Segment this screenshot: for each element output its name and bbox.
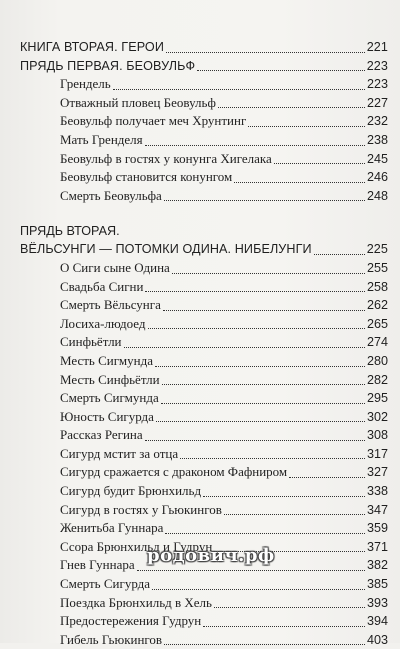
toc-entry-label: Юность Сигурда — [60, 408, 154, 424]
toc-entry — [20, 445, 388, 464]
toc-entry-book-title — [20, 38, 388, 57]
toc-entry — [20, 168, 388, 187]
toc-entry-page: 232 — [366, 114, 388, 129]
toc-entry-page: 382 — [366, 558, 388, 573]
toc-entry-page: 347 — [366, 502, 388, 517]
dot-leader — [113, 88, 365, 90]
dot-leader — [197, 69, 364, 71]
toc-entry — [20, 315, 388, 334]
toc-entry-page: 282 — [366, 372, 388, 387]
dot-leader — [164, 199, 365, 201]
toc-entry — [20, 594, 388, 613]
dot-leader — [145, 144, 365, 146]
toc-entry-page: 317 — [366, 446, 388, 461]
toc-entry-label: Ссора Брюнхильд и Гудрун — [60, 538, 213, 554]
dot-leader — [289, 476, 365, 478]
toc-entry-label: Женитьба Гуннара — [60, 520, 164, 536]
toc-entry — [20, 75, 388, 94]
toc-entry-page: 302 — [366, 409, 388, 424]
dot-leader — [124, 346, 365, 348]
toc-part-title: ПРЯДЬ ВТОРАЯ. — [20, 224, 120, 239]
dot-leader — [224, 513, 365, 515]
toc-entry-page: 327 — [366, 465, 388, 480]
toc-entry-page: 246 — [366, 170, 388, 185]
dot-leader — [145, 439, 365, 441]
toc-entry — [20, 463, 388, 482]
toc-entry — [20, 408, 388, 427]
toc-entry-page: 265 — [366, 316, 388, 331]
dot-leader — [172, 272, 365, 274]
dot-leader — [145, 290, 365, 292]
toc-entry-label: Синфьётли — [60, 334, 122, 350]
toc-entry-label: Беовульф получает меч Хрунтинг — [60, 113, 247, 129]
dot-leader — [148, 327, 365, 329]
toc-entry-page: 274 — [366, 335, 388, 350]
dot-leader — [163, 309, 365, 311]
dot-leader — [156, 420, 365, 422]
dot-leader — [165, 532, 365, 534]
toc-entry-page: 403 — [366, 632, 388, 647]
toc-entry-page: 359 — [366, 521, 388, 536]
toc-entry-page: 262 — [366, 298, 388, 313]
toc-entry-page: 248 — [366, 188, 388, 203]
toc-entry-label: Отважный пловец Беовульф — [60, 94, 216, 110]
toc-entry-label: Смерть Сигмунда — [60, 390, 159, 406]
dot-leader — [218, 106, 365, 108]
toc-entry — [20, 612, 388, 631]
toc-entry-part-title — [20, 57, 388, 76]
toc-entry-label: Гибель Гьюкингов — [60, 631, 163, 647]
dot-leader — [152, 588, 365, 590]
toc-entry-label: Месть Сигмунда — [60, 352, 153, 368]
toc-entry-label: Смерть Вёльсунга — [60, 297, 161, 313]
toc-entry — [20, 187, 388, 206]
toc-entry-label: КНИГА ВТОРАЯ. ГЕРОИ — [20, 40, 164, 54]
dot-leader — [166, 51, 365, 53]
toc-entry-label: Беовульф становится конунгом — [60, 169, 233, 185]
toc-entry-page: 338 — [366, 484, 388, 499]
dot-leader — [248, 125, 365, 127]
toc-entry — [20, 426, 388, 445]
dot-leader — [214, 606, 365, 608]
toc-entry — [20, 150, 388, 169]
toc-entry-label: Гнев Гуннара — [60, 557, 135, 573]
toc-entry-label: Поездка Брюнхильд в Хель — [60, 594, 212, 610]
toc-entry-page: 255 — [366, 260, 388, 275]
toc-entry-page: 394 — [366, 614, 388, 629]
toc-entry — [20, 259, 388, 278]
toc-entry — [20, 631, 388, 649]
dot-leader — [180, 457, 365, 459]
toc-entry-label: Смерть Беовульфа — [60, 187, 162, 203]
toc-entry-label: Беовульф в гостях у конунга Хигелака — [60, 150, 272, 166]
dot-leader — [161, 402, 365, 404]
toc-entry — [20, 112, 388, 131]
section-gap — [20, 205, 388, 223]
toc-entry — [20, 352, 388, 371]
toc-entry-label: Сигурд будит Брюнхильд — [60, 483, 202, 499]
toc-entry-page: 371 — [366, 539, 388, 554]
toc-entry-label: О Сиги сыне Одина — [60, 259, 170, 275]
toc-entry-page: 221 — [366, 40, 388, 54]
toc-entry — [20, 94, 388, 113]
toc-entry-page: 258 — [366, 279, 388, 294]
toc-entry-label: Свадьба Сигни — [60, 278, 144, 294]
toc-entry-label: Смерть Сигурда — [60, 576, 151, 592]
toc-entry-page: 238 — [366, 132, 388, 147]
toc-entry-label: ВЁЛЬСУНГИ — ПОТОМКИ ОДИНА. НИБЕЛУНГИ — [20, 242, 312, 257]
toc-entry-label: Грендель — [60, 76, 111, 92]
dot-leader — [137, 569, 365, 571]
toc-entry-page: 223 — [366, 58, 388, 73]
toc-entry-label: Сигурд сражается с драконом Фафниром — [60, 464, 288, 480]
toc-entry-page: 295 — [366, 391, 388, 406]
toc-entry-page: 225 — [366, 242, 388, 257]
toc-entry — [20, 519, 388, 538]
dot-leader — [203, 495, 365, 497]
toc-entry-page: 308 — [366, 428, 388, 443]
toc-entry — [20, 296, 388, 315]
dot-leader — [164, 643, 365, 645]
toc-entry — [20, 131, 388, 150]
dot-leader — [314, 253, 365, 255]
toc-entry-page: 280 — [366, 353, 388, 368]
toc-entry-label: Предостережения Гудрун — [60, 613, 202, 629]
toc-entry-page: 223 — [366, 77, 388, 92]
toc-entry-label: Месть Синфьётли — [60, 371, 160, 387]
toc-entry — [20, 501, 388, 520]
toc-entry-label: Сигурд в гостях у Гьюкингов — [60, 501, 222, 517]
toc-entry-label: Рассказ Регина — [60, 427, 143, 443]
toc-entry — [20, 371, 388, 390]
toc-entry-page: 245 — [366, 151, 388, 166]
toc-entry-part-title — [20, 240, 388, 259]
dot-leader — [274, 162, 365, 164]
toc-entry — [20, 389, 388, 408]
toc-entry — [20, 278, 388, 297]
toc-entry — [20, 333, 388, 352]
toc-entry-label: Лосиха-людоед — [60, 315, 146, 331]
dot-leader — [203, 625, 365, 627]
toc-entry-page: 385 — [366, 577, 388, 592]
dot-leader — [162, 383, 365, 385]
dot-leader — [234, 181, 365, 183]
toc-entry-label: Сигурд мстит за отца — [60, 445, 179, 461]
toc-entry-page: 393 — [366, 595, 388, 610]
toc-entry-label: Мать Гренделя — [60, 131, 143, 147]
toc-entry-label: ПРЯДЬ ПЕРВАЯ. БЕОВУЛЬФ — [20, 58, 196, 73]
toc-entry-page: 227 — [366, 95, 388, 110]
toc-entry — [20, 575, 388, 594]
toc-entry — [20, 482, 388, 501]
site-watermark: родович.рф — [147, 545, 275, 566]
dot-leader — [155, 365, 365, 367]
